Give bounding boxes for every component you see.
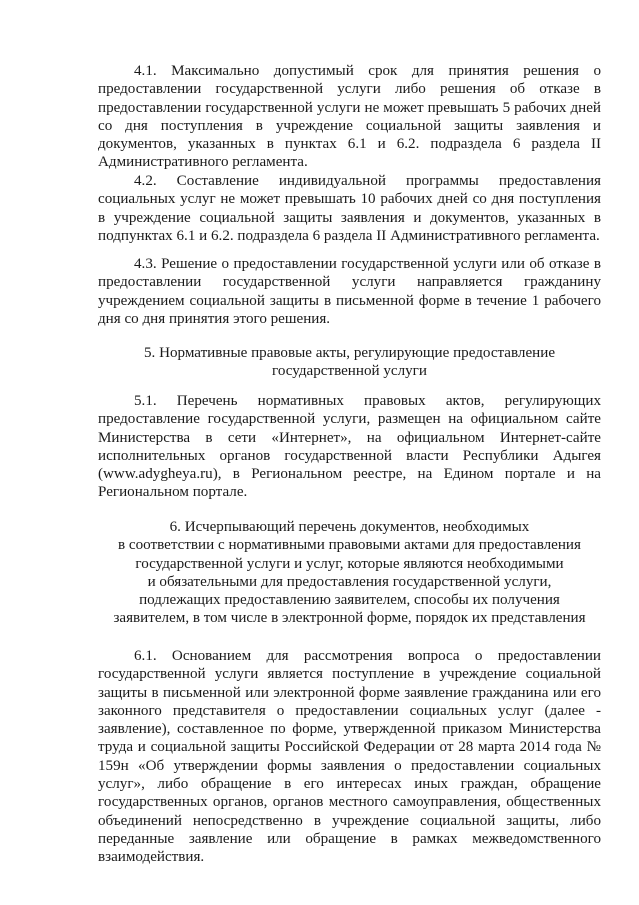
section-5-heading-line: 5. Нормативные правовые акты, регулирующие предоставление	[143, 345, 556, 361]
section-6-heading	[98, 518, 601, 628]
section-5-heading-line: государственной услуги	[272, 363, 427, 380]
paragraph-6-1: 6.1. Основанием для рассмотрения вопроса о предоставлении государственной услуги является поступление в учреждение социальной защиты в письменной или электронной форме заявление гражданина или его законного представителя о предоставлении социальных услуг (далее - заявление), составленное по форме, утвержденной приказом Министерства труда и социальной защиты Российской Федерации от 28 марта 2014 года № 159н «Об утверждении формы заявления о предоставлении социальных услуг», либо обращение в его интересах иных граждан, обращение государственных органов, органов местного самоуправления, общественных объединений непосредственно в учреждение социальной защиты, либо переданные заявление или обращение в рамках межведомственного взаимодействия.	[98, 648, 601, 866]
paragraph-4-1: 4.1. Максимально допустимый срок для принятия решения о предоставлении государственной услуги либо решения об отказе в предоставлении государственной услуги не может превышать 5 рабочих дней со дня поступления в учреждение социальной защиты заявления и документов, указанных в пунктах 6.1 и 6.2. подраздела 6 раздела II Административного регламента.	[98, 63, 601, 171]
section-6-heading-line: и обязательными для предоставления государственной услуги,	[147, 573, 552, 590]
paragraph-4-2: 4.2. Составление индивидуальной программы предоставления социальных услуг не может превышать 10 рабочих дней со дня поступления в учреждение социальной защиты заявления и документов, указанных в подпунктах 6.1 и 6.2. подраздела 6 раздела II Административного регламента.	[98, 173, 601, 244]
section-6-heading-line: 6. Исчерпывающий перечень документов, необходимых	[169, 519, 530, 535]
section-6-heading-line: подлежащих предоставлению заявителем, способы их получения	[139, 592, 560, 609]
paragraph-4-3: 4.3. Решение о предоставлении государственной услуги или об отказе в предоставлении государственной услуги направляется гражданину учреждением социальной защиты в письменной форме в течение 1 рабочего дня со дня принятия этого решения.	[98, 256, 601, 327]
section-5-heading	[98, 344, 601, 381]
section-6-heading-line: заявителем, в том числе в электронной форме, порядок их представления	[113, 610, 586, 627]
paragraph-5-1: 5.1. Перечень нормативных правовых актов, регулирующих предоставление государственной услуги, размещен на официальном сайте Министерства в сети «Интернет», на официальном Интернет-сайте исполнительных органов государственной власти Республики Адыгея (www.adygheya.ru), в Региональном реестре, на Едином портале и на Региональном портале.	[98, 393, 601, 501]
section-6-heading-line: в соответствии с нормативными правовыми актами для предоставления	[118, 537, 581, 554]
section-6-heading-line: государственной услуги и услуг, которые являются необходимыми	[135, 555, 564, 572]
